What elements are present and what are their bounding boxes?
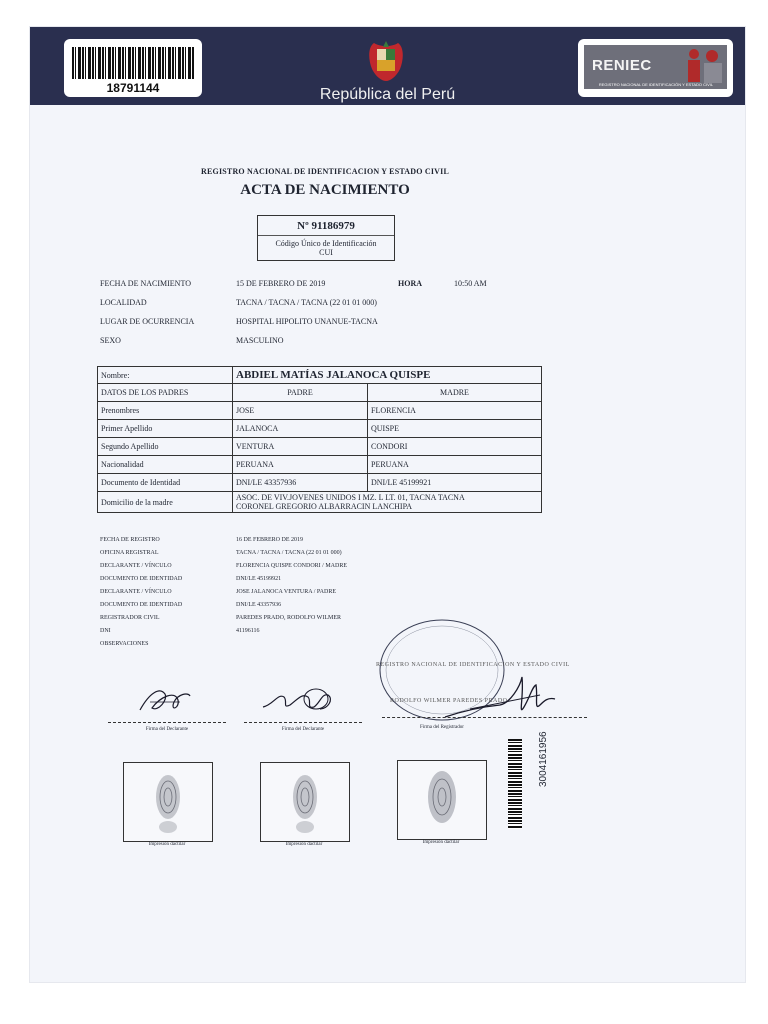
declarant-2-signature-icon [258, 679, 338, 719]
table-row [98, 492, 542, 513]
registration-label: DECLARANTE / VÍNCULO [100, 563, 172, 569]
fingerprint-box-1 [123, 762, 213, 842]
table-row [98, 384, 542, 402]
table-row [98, 420, 542, 438]
father-header: PADRE [233, 384, 368, 402]
address-value [233, 492, 542, 513]
birth-certificate-sheet [30, 27, 745, 982]
registration-label: DOCUMENTO DE IDENTIDAD [100, 576, 183, 582]
registration-label: OBSERVACIONES [100, 641, 149, 647]
declarant-1-signature-line [108, 722, 226, 724]
fingerprint-caption-1: Impresión dactilar [148, 842, 186, 847]
mother-value: PERUANA [368, 456, 542, 474]
registry-heading: REGISTRO NACIONAL DE IDENTIFICACION Y ESTADO CIVIL [201, 167, 449, 176]
child-name: ABDIEL MATÍAS JALANOCA QUISPE [233, 367, 542, 384]
barcode-icon [72, 47, 194, 79]
registrar-caption: Firma del Registrador [420, 725, 464, 730]
mother-value: FLORENCIA [368, 402, 542, 420]
registration-value: JOSE JALANOCA VENTURA / PADRE [236, 589, 337, 595]
father-value: JALANOCA [233, 420, 368, 438]
registration-value: 16 DE FEBRERO DE 2019 [236, 537, 304, 543]
cui-label-short: CUI [319, 248, 333, 257]
parents-section-label: DATOS DE LOS PADRES [98, 384, 233, 402]
mother-value: QUISPE [368, 420, 542, 438]
row-label: Primer Apellido [98, 420, 233, 438]
row-label: Segundo Apellido [98, 438, 233, 456]
registration-label: DNI [100, 628, 111, 634]
reniec-logo-text: RENIEC [592, 57, 652, 74]
fingerprint-box-3 [397, 760, 487, 840]
registration-value: FLORENCIA QUISPE CONDORI / MADRE [236, 563, 348, 569]
declarant-1-caption: Firma del Declarante [145, 727, 189, 732]
reniec-logo [578, 39, 733, 97]
reniec-logo-panel [584, 45, 727, 89]
registration-label: FECHA DE REGISTRO [100, 537, 160, 543]
fingerprint-caption-3: Impresión dactilar [422, 840, 460, 845]
sex-label: SEXO [100, 336, 121, 345]
sex-value: MASCULINO [236, 336, 284, 345]
vertical-barcode-number: 3004161956 [538, 731, 549, 787]
birth-time-value: 10:50 AM [454, 279, 487, 288]
peru-coat-of-arms-icon [366, 39, 406, 83]
registration-value: DNI/LE 45199921 [236, 576, 282, 582]
name-label: Nombre: [98, 367, 233, 384]
table-row [98, 402, 542, 420]
reniec-people-icon [682, 47, 726, 87]
fingerprint-icon [148, 771, 188, 835]
barcode-tag [64, 39, 202, 97]
registration-label: OFICINA REGISTRAL [100, 550, 159, 556]
locality-label: LOCALIDAD [100, 298, 147, 307]
locality-value: TACNA / TACNA / TACNA (22 01 01 000) [236, 298, 377, 307]
row-label: Nacionalidad [98, 456, 233, 474]
registration-value: DNI/LE 43357936 [236, 602, 282, 608]
registration-label: DOCUMENTO DE IDENTIDAD [100, 602, 183, 608]
header-banner [30, 27, 745, 105]
fingerprint-icon [285, 771, 325, 835]
mother-header: MADRE [368, 384, 542, 402]
row-label: Documento de Identidad [98, 474, 233, 492]
country-name: República del Perú [319, 86, 456, 103]
reniec-logo-subtitle: REGISTRO NACIONAL DE IDENTIFICACIÓN Y ESTADO CIVIL [598, 82, 714, 87]
registrar-signature-line [382, 717, 587, 719]
father-value: VENTURA [233, 438, 368, 456]
registration-label: REGISTRADOR CIVIL [100, 615, 160, 621]
parents-table [97, 366, 542, 513]
address-line-2: CORONEL GREGORIO ALBARRACIN LANCHIPA [236, 502, 413, 511]
row-label: Prenombres [98, 402, 233, 420]
declarant-1-signature-icon [130, 682, 200, 722]
birth-date-value: 15 DE FEBRERO DE 2019 [236, 279, 326, 288]
fingerprint-icon [422, 767, 462, 831]
table-row [98, 438, 542, 456]
father-value: DNI/LE 43357936 [233, 474, 368, 492]
vertical-barcode-icon [508, 739, 522, 829]
registration-value: PAREDES PRADO, RODOLFO WILMER [236, 615, 342, 621]
birth-time-label: HORA [398, 279, 422, 288]
barcode-number: 18791144 [106, 81, 160, 95]
cui-divider [258, 235, 394, 236]
address-line-1: ASOC. DE VIV.JOVENES UNIDOS I MZ. L LT. 01, TACNA TACNA [236, 493, 465, 502]
fingerprint-caption-2: Impresión dactilar [285, 842, 323, 847]
table-row [98, 367, 542, 384]
registration-value: TACNA / TACNA / TACNA (22 01 01 000) [236, 550, 342, 556]
mother-value: CONDORI [368, 438, 542, 456]
mother-value: DNI/LE 45199921 [368, 474, 542, 492]
declarant-2-signature-line [244, 722, 362, 724]
table-row [98, 474, 542, 492]
table-row [98, 456, 542, 474]
certificate-number: Nº 91186979 [297, 220, 355, 232]
cui-label: Código Único de Identificación [275, 239, 377, 248]
place-value: HOSPITAL HIPOLITO UNANUE-TACNA [236, 317, 378, 326]
registration-value: 41196116 [236, 628, 260, 634]
address-label: Domicilio de la madre [98, 492, 233, 513]
father-value: PERUANA [233, 456, 368, 474]
place-label: LUGAR DE OCURRENCIA [100, 317, 195, 326]
seal-name: RODOLFO WILMER PAREDES PRADO [390, 698, 508, 704]
birth-date-label: FECHA DE NACIMIENTO [100, 279, 191, 288]
document-title: ACTA DE NACIMIENTO [240, 182, 410, 198]
father-value: JOSE [233, 402, 368, 420]
registration-label: DECLARANTE / VÍNCULO [100, 589, 172, 595]
seal-text: REGISTRO NACIONAL DE IDENTIFICACION Y ESTADO CIVIL [376, 662, 570, 668]
cui-box [257, 215, 395, 261]
declarant-2-caption: Firma del Declarante [281, 727, 325, 732]
fingerprint-box-2 [260, 762, 350, 842]
